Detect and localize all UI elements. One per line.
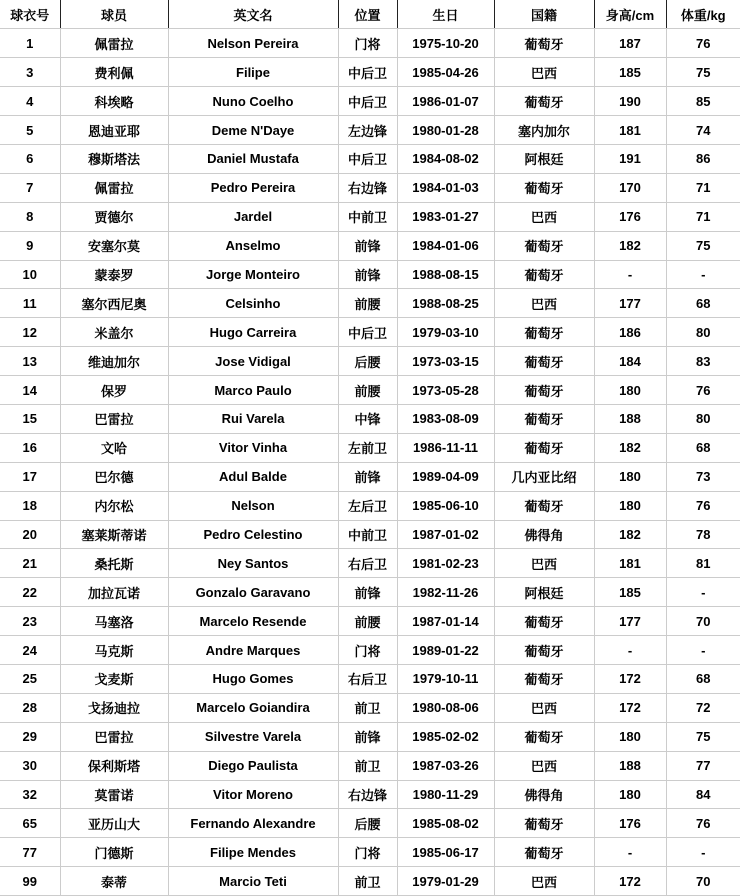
cell-weight: 75 bbox=[666, 58, 740, 87]
cell-english-name: Nelson bbox=[168, 491, 338, 520]
cell-birthday: 1985-04-26 bbox=[397, 58, 494, 87]
cell-player-name: 巴尔德 bbox=[60, 462, 168, 491]
cell-jersey-number: 13 bbox=[0, 347, 60, 376]
cell-english-name: Adul Balde bbox=[168, 462, 338, 491]
cell-weight: - bbox=[666, 578, 740, 607]
cell-player-name: 塞莱斯蒂诺 bbox=[60, 520, 168, 549]
cell-english-name: Nelson Pereira bbox=[168, 29, 338, 58]
cell-weight: 73 bbox=[666, 462, 740, 491]
cell-position: 门将 bbox=[338, 838, 397, 867]
cell-birthday: 1983-08-09 bbox=[397, 404, 494, 433]
cell-player-name: 戈麦斯 bbox=[60, 664, 168, 693]
cell-position: 前卫 bbox=[338, 867, 397, 896]
cell-nationality: 葡萄牙 bbox=[494, 491, 594, 520]
table-row bbox=[0, 693, 740, 722]
cell-player-name: 桑托斯 bbox=[60, 549, 168, 578]
cell-position: 左后卫 bbox=[338, 491, 397, 520]
cell-jersey-number: 3 bbox=[0, 58, 60, 87]
cell-birthday: 1979-10-11 bbox=[397, 664, 494, 693]
table-row bbox=[0, 664, 740, 693]
cell-weight: 71 bbox=[666, 173, 740, 202]
cell-position: 前卫 bbox=[338, 693, 397, 722]
cell-english-name: Vitor Moreno bbox=[168, 780, 338, 809]
cell-position: 门将 bbox=[338, 636, 397, 665]
cell-nationality: 葡萄牙 bbox=[494, 29, 594, 58]
cell-english-name: Marcelo Resende bbox=[168, 607, 338, 636]
table-row bbox=[0, 780, 740, 809]
cell-birthday: 1979-01-29 bbox=[397, 867, 494, 896]
cell-nationality: 葡萄牙 bbox=[494, 664, 594, 693]
cell-player-name: 维迪加尔 bbox=[60, 347, 168, 376]
cell-weight: 70 bbox=[666, 607, 740, 636]
cell-birthday: 1986-01-07 bbox=[397, 87, 494, 116]
cell-position: 中前卫 bbox=[338, 202, 397, 231]
cell-weight: 74 bbox=[666, 116, 740, 145]
cell-player-name: 安塞尔莫 bbox=[60, 231, 168, 260]
cell-nationality: 葡萄牙 bbox=[494, 722, 594, 751]
cell-height: - bbox=[594, 636, 666, 665]
table-row bbox=[0, 347, 740, 376]
cell-birthday: 1987-01-14 bbox=[397, 607, 494, 636]
cell-birthday: 1985-08-02 bbox=[397, 809, 494, 838]
cell-jersey-number: 12 bbox=[0, 318, 60, 347]
cell-birthday: 1983-01-27 bbox=[397, 202, 494, 231]
cell-jersey-number: 77 bbox=[0, 838, 60, 867]
cell-nationality: 阿根廷 bbox=[494, 578, 594, 607]
table-row bbox=[0, 404, 740, 433]
cell-height: 184 bbox=[594, 347, 666, 376]
cell-jersey-number: 23 bbox=[0, 607, 60, 636]
cell-jersey-number: 11 bbox=[0, 289, 60, 318]
cell-player-name: 塞尔西尼奥 bbox=[60, 289, 168, 318]
cell-jersey-number: 1 bbox=[0, 29, 60, 58]
cell-jersey-number: 99 bbox=[0, 867, 60, 896]
cell-player-name: 巴雷拉 bbox=[60, 722, 168, 751]
table-row bbox=[0, 520, 740, 549]
cell-weight: 77 bbox=[666, 751, 740, 780]
cell-jersey-number: 30 bbox=[0, 751, 60, 780]
cell-height: 181 bbox=[594, 116, 666, 145]
cell-height: 172 bbox=[594, 693, 666, 722]
cell-nationality: 巴西 bbox=[494, 202, 594, 231]
cell-english-name: Pedro Celestino bbox=[168, 520, 338, 549]
cell-position: 右边锋 bbox=[338, 780, 397, 809]
cell-weight: 75 bbox=[666, 722, 740, 751]
cell-nationality: 几内亚比绍 bbox=[494, 462, 594, 491]
cell-player-name: 加拉瓦诺 bbox=[60, 578, 168, 607]
cell-position: 前锋 bbox=[338, 462, 397, 491]
cell-jersey-number: 14 bbox=[0, 376, 60, 405]
cell-nationality: 葡萄牙 bbox=[494, 173, 594, 202]
cell-birthday: 1984-01-06 bbox=[397, 231, 494, 260]
cell-jersey-number: 20 bbox=[0, 520, 60, 549]
cell-height: 180 bbox=[594, 376, 666, 405]
cell-position: 中后卫 bbox=[338, 87, 397, 116]
cell-birthday: 1987-03-26 bbox=[397, 751, 494, 780]
cell-english-name: Daniel Mustafa bbox=[168, 144, 338, 173]
cell-nationality: 葡萄牙 bbox=[494, 404, 594, 433]
cell-height: 185 bbox=[594, 578, 666, 607]
table-row bbox=[0, 318, 740, 347]
cell-birthday: 1985-06-10 bbox=[397, 491, 494, 520]
cell-birthday: 1984-08-02 bbox=[397, 144, 494, 173]
cell-height: 190 bbox=[594, 87, 666, 116]
cell-position: 右后卫 bbox=[338, 549, 397, 578]
cell-birthday: 1980-08-06 bbox=[397, 693, 494, 722]
cell-english-name: Pedro Pereira bbox=[168, 173, 338, 202]
cell-birthday: 1973-05-28 bbox=[397, 376, 494, 405]
cell-birthday: 1973-03-15 bbox=[397, 347, 494, 376]
cell-weight: 68 bbox=[666, 289, 740, 318]
cell-position: 中后卫 bbox=[338, 58, 397, 87]
cell-weight: 81 bbox=[666, 549, 740, 578]
cell-jersey-number: 22 bbox=[0, 578, 60, 607]
cell-english-name: Celsinho bbox=[168, 289, 338, 318]
cell-nationality: 葡萄牙 bbox=[494, 87, 594, 116]
cell-jersey-number: 28 bbox=[0, 693, 60, 722]
table-row bbox=[0, 144, 740, 173]
cell-english-name: Fernando Alexandre bbox=[168, 809, 338, 838]
cell-birthday: 1980-01-28 bbox=[397, 116, 494, 145]
cell-birthday: 1989-01-22 bbox=[397, 636, 494, 665]
cell-jersey-number: 10 bbox=[0, 260, 60, 289]
column-header-birthday: 生日 bbox=[397, 0, 494, 29]
table-body bbox=[0, 29, 740, 896]
cell-position: 前锋 bbox=[338, 231, 397, 260]
cell-player-name: 穆斯塔法 bbox=[60, 144, 168, 173]
cell-birthday: 1982-11-26 bbox=[397, 578, 494, 607]
cell-height: 180 bbox=[594, 780, 666, 809]
cell-height: 177 bbox=[594, 607, 666, 636]
cell-nationality: 葡萄牙 bbox=[494, 809, 594, 838]
cell-height: 188 bbox=[594, 751, 666, 780]
cell-english-name: Silvestre Varela bbox=[168, 722, 338, 751]
cell-height: 172 bbox=[594, 664, 666, 693]
cell-english-name: Deme N'Daye bbox=[168, 116, 338, 145]
table-row bbox=[0, 202, 740, 231]
cell-birthday: 1985-02-02 bbox=[397, 722, 494, 751]
cell-english-name: Filipe bbox=[168, 58, 338, 87]
cell-position: 后腰 bbox=[338, 809, 397, 838]
cell-nationality: 巴西 bbox=[494, 751, 594, 780]
cell-jersey-number: 17 bbox=[0, 462, 60, 491]
cell-player-name: 保罗 bbox=[60, 376, 168, 405]
cell-english-name: Hugo Gomes bbox=[168, 664, 338, 693]
cell-nationality: 葡萄牙 bbox=[494, 433, 594, 462]
table-row bbox=[0, 578, 740, 607]
cell-height: 182 bbox=[594, 433, 666, 462]
cell-weight: 75 bbox=[666, 231, 740, 260]
cell-jersey-number: 21 bbox=[0, 549, 60, 578]
cell-birthday: 1984-01-03 bbox=[397, 173, 494, 202]
cell-jersey-number: 29 bbox=[0, 722, 60, 751]
cell-height: 182 bbox=[594, 520, 666, 549]
table-row bbox=[0, 751, 740, 780]
cell-weight: 71 bbox=[666, 202, 740, 231]
cell-nationality: 葡萄牙 bbox=[494, 347, 594, 376]
cell-nationality: 巴西 bbox=[494, 549, 594, 578]
cell-jersey-number: 6 bbox=[0, 144, 60, 173]
cell-weight: 72 bbox=[666, 693, 740, 722]
table-header bbox=[0, 0, 740, 29]
cell-player-name: 恩迪亚耶 bbox=[60, 116, 168, 145]
cell-height: 181 bbox=[594, 549, 666, 578]
column-header-height: 身高/cm bbox=[594, 0, 666, 29]
cell-height: - bbox=[594, 838, 666, 867]
cell-nationality: 葡萄牙 bbox=[494, 231, 594, 260]
cell-english-name: Andre Marques bbox=[168, 636, 338, 665]
cell-player-name: 佩雷拉 bbox=[60, 29, 168, 58]
cell-weight: - bbox=[666, 838, 740, 867]
cell-player-name: 费利佩 bbox=[60, 58, 168, 87]
cell-height: 176 bbox=[594, 202, 666, 231]
cell-jersey-number: 16 bbox=[0, 433, 60, 462]
cell-height: 180 bbox=[594, 491, 666, 520]
cell-jersey-number: 32 bbox=[0, 780, 60, 809]
cell-weight: 80 bbox=[666, 318, 740, 347]
cell-player-name: 保利斯塔 bbox=[60, 751, 168, 780]
cell-height: 180 bbox=[594, 462, 666, 491]
cell-birthday: 1985-06-17 bbox=[397, 838, 494, 867]
table-row bbox=[0, 462, 740, 491]
cell-jersey-number: 25 bbox=[0, 664, 60, 693]
cell-player-name: 科埃略 bbox=[60, 87, 168, 116]
cell-position: 右后卫 bbox=[338, 664, 397, 693]
cell-player-name: 巴雷拉 bbox=[60, 404, 168, 433]
cell-height: 187 bbox=[594, 29, 666, 58]
cell-player-name: 马塞洛 bbox=[60, 607, 168, 636]
cell-nationality: 巴西 bbox=[494, 58, 594, 87]
table-row bbox=[0, 838, 740, 867]
cell-height: 185 bbox=[594, 58, 666, 87]
table-row bbox=[0, 549, 740, 578]
cell-weight: - bbox=[666, 636, 740, 665]
table-row bbox=[0, 231, 740, 260]
cell-english-name: Marco Paulo bbox=[168, 376, 338, 405]
cell-height: 176 bbox=[594, 809, 666, 838]
cell-weight: 70 bbox=[666, 867, 740, 896]
cell-nationality: 葡萄牙 bbox=[494, 376, 594, 405]
cell-birthday: 1975-10-20 bbox=[397, 29, 494, 58]
column-header-english-name: 英文名 bbox=[168, 0, 338, 29]
cell-height: 170 bbox=[594, 173, 666, 202]
table-row bbox=[0, 29, 740, 58]
cell-weight: 68 bbox=[666, 664, 740, 693]
table-row bbox=[0, 607, 740, 636]
cell-birthday: 1987-01-02 bbox=[397, 520, 494, 549]
cell-jersey-number: 4 bbox=[0, 87, 60, 116]
cell-birthday: 1980-11-29 bbox=[397, 780, 494, 809]
cell-height: 188 bbox=[594, 404, 666, 433]
cell-player-name: 米盖尔 bbox=[60, 318, 168, 347]
cell-height: 177 bbox=[594, 289, 666, 318]
column-header-weight: 体重/kg bbox=[666, 0, 740, 29]
cell-position: 前卫 bbox=[338, 751, 397, 780]
cell-height: 180 bbox=[594, 722, 666, 751]
cell-nationality: 巴西 bbox=[494, 867, 594, 896]
cell-jersey-number: 8 bbox=[0, 202, 60, 231]
cell-nationality: 佛得角 bbox=[494, 520, 594, 549]
cell-weight: 76 bbox=[666, 809, 740, 838]
cell-player-name: 亚历山大 bbox=[60, 809, 168, 838]
cell-jersey-number: 5 bbox=[0, 116, 60, 145]
cell-english-name: Marcelo Goiandira bbox=[168, 693, 338, 722]
cell-nationality: 葡萄牙 bbox=[494, 838, 594, 867]
cell-player-name: 门德斯 bbox=[60, 838, 168, 867]
cell-height: - bbox=[594, 260, 666, 289]
cell-player-name: 文哈 bbox=[60, 433, 168, 462]
header-row bbox=[0, 0, 740, 29]
cell-player-name: 泰蒂 bbox=[60, 867, 168, 896]
cell-position: 中锋 bbox=[338, 404, 397, 433]
cell-birthday: 1979-03-10 bbox=[397, 318, 494, 347]
cell-position: 中前卫 bbox=[338, 520, 397, 549]
column-header-position: 位置 bbox=[338, 0, 397, 29]
table-row bbox=[0, 289, 740, 318]
cell-english-name: Anselmo bbox=[168, 231, 338, 260]
cell-english-name: Marcio Teti bbox=[168, 867, 338, 896]
cell-player-name: 蒙泰罗 bbox=[60, 260, 168, 289]
cell-player-name: 内尔松 bbox=[60, 491, 168, 520]
cell-position: 右边锋 bbox=[338, 173, 397, 202]
cell-position: 前锋 bbox=[338, 260, 397, 289]
cell-nationality: 葡萄牙 bbox=[494, 318, 594, 347]
table-row bbox=[0, 867, 740, 896]
cell-weight: 78 bbox=[666, 520, 740, 549]
cell-jersey-number: 24 bbox=[0, 636, 60, 665]
cell-height: 191 bbox=[594, 144, 666, 173]
cell-english-name: Rui Varela bbox=[168, 404, 338, 433]
table-row bbox=[0, 809, 740, 838]
cell-jersey-number: 9 bbox=[0, 231, 60, 260]
table-row bbox=[0, 376, 740, 405]
cell-nationality: 塞内加尔 bbox=[494, 116, 594, 145]
cell-height: 172 bbox=[594, 867, 666, 896]
cell-weight: 76 bbox=[666, 29, 740, 58]
cell-nationality: 葡萄牙 bbox=[494, 636, 594, 665]
cell-weight: 80 bbox=[666, 404, 740, 433]
table-row bbox=[0, 636, 740, 665]
cell-nationality: 佛得角 bbox=[494, 780, 594, 809]
cell-birthday: 1989-04-09 bbox=[397, 462, 494, 491]
cell-weight: 83 bbox=[666, 347, 740, 376]
cell-player-name: 佩雷拉 bbox=[60, 173, 168, 202]
cell-english-name: Diego Paulista bbox=[168, 751, 338, 780]
cell-english-name: Ney Santos bbox=[168, 549, 338, 578]
cell-position: 前腰 bbox=[338, 289, 397, 318]
cell-position: 前腰 bbox=[338, 607, 397, 636]
cell-height: 182 bbox=[594, 231, 666, 260]
cell-english-name: Gonzalo Garavano bbox=[168, 578, 338, 607]
cell-player-name: 戈扬迪拉 bbox=[60, 693, 168, 722]
cell-english-name: Jardel bbox=[168, 202, 338, 231]
cell-birthday: 1986-11-11 bbox=[397, 433, 494, 462]
cell-position: 前腰 bbox=[338, 376, 397, 405]
cell-position: 前锋 bbox=[338, 578, 397, 607]
cell-height: 186 bbox=[594, 318, 666, 347]
cell-position: 左前卫 bbox=[338, 433, 397, 462]
cell-position: 左边锋 bbox=[338, 116, 397, 145]
cell-nationality: 葡萄牙 bbox=[494, 607, 594, 636]
table-row bbox=[0, 491, 740, 520]
cell-weight: - bbox=[666, 260, 740, 289]
cell-weight: 86 bbox=[666, 144, 740, 173]
cell-player-name: 莫雷诺 bbox=[60, 780, 168, 809]
column-header-jersey-number: 球衣号 bbox=[0, 0, 60, 29]
cell-weight: 76 bbox=[666, 376, 740, 405]
column-header-nationality: 国籍 bbox=[494, 0, 594, 29]
cell-nationality: 阿根廷 bbox=[494, 144, 594, 173]
cell-player-name: 马克斯 bbox=[60, 636, 168, 665]
cell-english-name: Filipe Mendes bbox=[168, 838, 338, 867]
cell-position: 中后卫 bbox=[338, 144, 397, 173]
table-row bbox=[0, 433, 740, 462]
column-header-player-name: 球员 bbox=[60, 0, 168, 29]
cell-birthday: 1988-08-15 bbox=[397, 260, 494, 289]
cell-nationality: 巴西 bbox=[494, 289, 594, 318]
cell-english-name: Jose Vidigal bbox=[168, 347, 338, 376]
table-row bbox=[0, 722, 740, 751]
cell-jersey-number: 15 bbox=[0, 404, 60, 433]
cell-english-name: Nuno Coelho bbox=[168, 87, 338, 116]
cell-weight: 85 bbox=[666, 87, 740, 116]
cell-position: 前锋 bbox=[338, 722, 397, 751]
table-row bbox=[0, 58, 740, 87]
cell-jersey-number: 18 bbox=[0, 491, 60, 520]
cell-weight: 76 bbox=[666, 491, 740, 520]
cell-position: 门将 bbox=[338, 29, 397, 58]
table-row bbox=[0, 116, 740, 145]
cell-player-name: 贾德尔 bbox=[60, 202, 168, 231]
cell-nationality: 巴西 bbox=[494, 693, 594, 722]
cell-birthday: 1988-08-25 bbox=[397, 289, 494, 318]
cell-position: 后腰 bbox=[338, 347, 397, 376]
cell-weight: 68 bbox=[666, 433, 740, 462]
cell-weight: 84 bbox=[666, 780, 740, 809]
cell-nationality: 葡萄牙 bbox=[494, 260, 594, 289]
cell-position: 中后卫 bbox=[338, 318, 397, 347]
cell-english-name: Vitor Vinha bbox=[168, 433, 338, 462]
cell-birthday: 1981-02-23 bbox=[397, 549, 494, 578]
table-row bbox=[0, 173, 740, 202]
cell-english-name: Jorge Monteiro bbox=[168, 260, 338, 289]
cell-english-name: Hugo Carreira bbox=[168, 318, 338, 347]
cell-jersey-number: 7 bbox=[0, 173, 60, 202]
table-row bbox=[0, 87, 740, 116]
cell-jersey-number: 65 bbox=[0, 809, 60, 838]
table-row bbox=[0, 260, 740, 289]
